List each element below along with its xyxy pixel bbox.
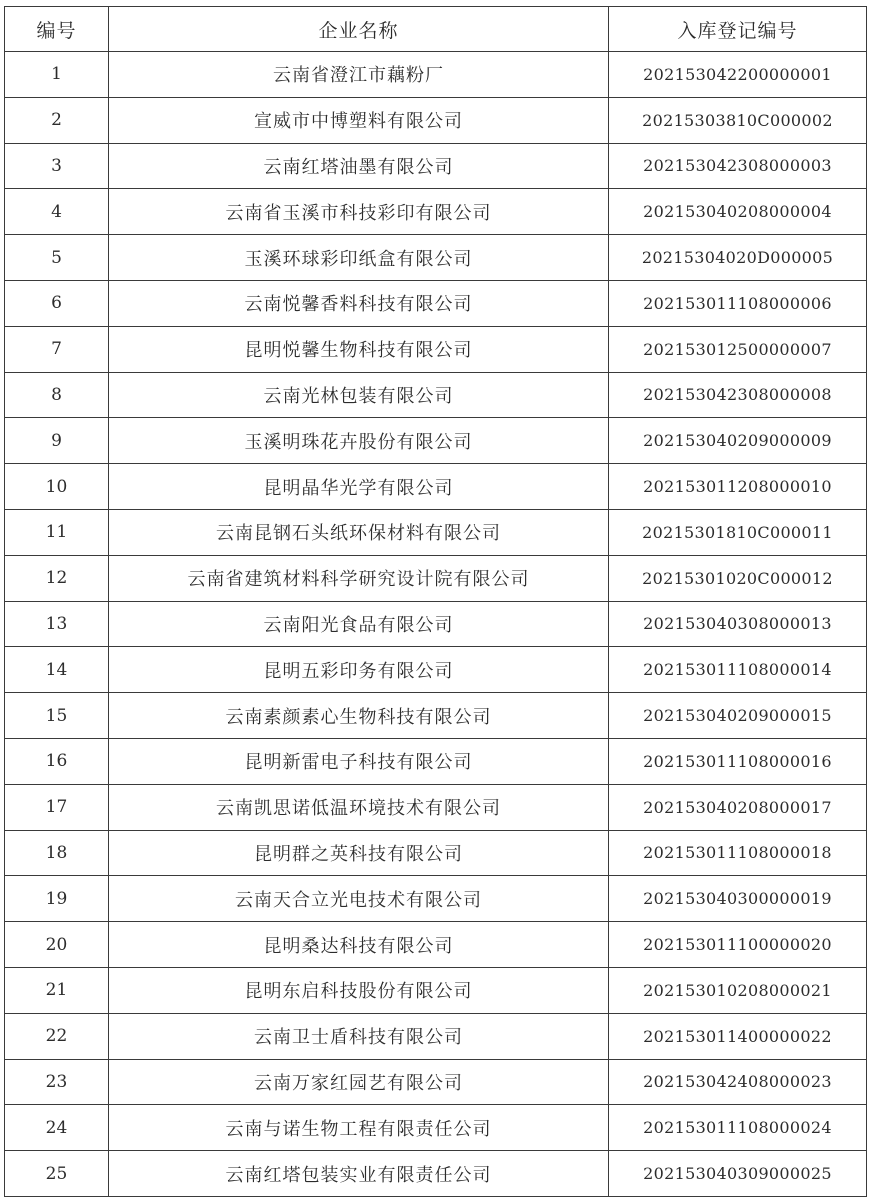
row-number: 10	[5, 464, 109, 510]
registration-number: 202153011400000022	[609, 1013, 867, 1059]
header-row	[5, 7, 867, 52]
registration-number: 202153040208000017	[609, 784, 867, 830]
registration-number: 202153011208000010	[609, 464, 867, 510]
registration-number: 202153040309000025	[609, 1151, 867, 1197]
table-row	[5, 280, 867, 326]
header-registration-number: 入库登记编号	[609, 7, 867, 52]
header-enterprise-name: 企业名称	[109, 7, 609, 52]
row-number: 11	[5, 509, 109, 555]
registration-number: 202153040209000015	[609, 693, 867, 739]
registration-number: 202153042200000001	[609, 52, 867, 98]
registration-number: 20215303810C000002	[609, 97, 867, 143]
table-row	[5, 830, 867, 876]
registration-number: 202153040308000013	[609, 601, 867, 647]
enterprise-name: 云南素颜素心生物科技有限公司	[109, 693, 609, 739]
registry-sheet	[4, 6, 866, 1196]
row-number: 16	[5, 738, 109, 784]
table-row	[5, 967, 867, 1013]
table-row	[5, 189, 867, 235]
enterprise-name: 昆明新雷电子科技有限公司	[109, 738, 609, 784]
enterprise-name: 云南昆钢石头纸环保材料有限公司	[109, 509, 609, 555]
enterprise-name: 云南阳光食品有限公司	[109, 601, 609, 647]
row-number: 15	[5, 693, 109, 739]
enterprise-name: 昆明晶华光学有限公司	[109, 464, 609, 510]
table-row	[5, 372, 867, 418]
registration-number: 202153042308000003	[609, 143, 867, 189]
row-number: 4	[5, 189, 109, 235]
row-number: 8	[5, 372, 109, 418]
table-row	[5, 738, 867, 784]
row-number: 5	[5, 235, 109, 281]
registration-number: 20215301020C000012	[609, 555, 867, 601]
table-row	[5, 601, 867, 647]
registration-number: 202153040208000004	[609, 189, 867, 235]
header-number: 编号	[5, 7, 109, 52]
enterprise-name: 昆明桑达科技有限公司	[109, 922, 609, 968]
table-row	[5, 509, 867, 555]
row-number: 7	[5, 326, 109, 372]
enterprise-registry-table	[4, 6, 867, 1197]
row-number: 18	[5, 830, 109, 876]
enterprise-name: 云南卫士盾科技有限公司	[109, 1013, 609, 1059]
table-header	[5, 7, 867, 52]
row-number: 21	[5, 967, 109, 1013]
row-number: 25	[5, 1151, 109, 1197]
enterprise-name: 云南光林包装有限公司	[109, 372, 609, 418]
enterprise-name: 昆明五彩印务有限公司	[109, 647, 609, 693]
row-number: 23	[5, 1059, 109, 1105]
table-row	[5, 1151, 867, 1197]
table-row	[5, 1059, 867, 1105]
registration-number: 202153012500000007	[609, 326, 867, 372]
enterprise-name: 云南与诺生物工程有限责任公司	[109, 1105, 609, 1151]
enterprise-name: 昆明东启科技股份有限公司	[109, 967, 609, 1013]
enterprise-name: 云南天合立光电技术有限公司	[109, 876, 609, 922]
enterprise-name: 昆明群之英科技有限公司	[109, 830, 609, 876]
enterprise-name: 云南凯思诺低温环境技术有限公司	[109, 784, 609, 830]
enterprise-name: 云南省玉溪市科技彩印有限公司	[109, 189, 609, 235]
registration-number: 202153010208000021	[609, 967, 867, 1013]
registration-number: 202153040300000019	[609, 876, 867, 922]
enterprise-name: 云南省澄江市藕粉厂	[109, 52, 609, 98]
registration-number: 202153011108000006	[609, 280, 867, 326]
registration-number: 202153011108000016	[609, 738, 867, 784]
row-number: 3	[5, 143, 109, 189]
enterprise-name: 玉溪明珠花卉股份有限公司	[109, 418, 609, 464]
table-row	[5, 464, 867, 510]
table-row	[5, 693, 867, 739]
enterprise-name: 宣威市中博塑料有限公司	[109, 97, 609, 143]
registration-number: 20215301810C000011	[609, 509, 867, 555]
row-number: 20	[5, 922, 109, 968]
table-row	[5, 1105, 867, 1151]
registration-number: 202153042308000008	[609, 372, 867, 418]
table-row	[5, 143, 867, 189]
table-row	[5, 235, 867, 281]
enterprise-name: 云南省建筑材料科学研究设计院有限公司	[109, 555, 609, 601]
table-row	[5, 97, 867, 143]
row-number: 1	[5, 52, 109, 98]
registration-number: 202153040209000009	[609, 418, 867, 464]
row-number: 9	[5, 418, 109, 464]
row-number: 13	[5, 601, 109, 647]
enterprise-name: 玉溪环球彩印纸盒有限公司	[109, 235, 609, 281]
enterprise-name: 云南红塔包装实业有限责任公司	[109, 1151, 609, 1197]
table-row	[5, 784, 867, 830]
registration-number: 202153011108000014	[609, 647, 867, 693]
table-body	[5, 52, 867, 1197]
enterprise-name: 昆明悦馨生物科技有限公司	[109, 326, 609, 372]
table-row	[5, 876, 867, 922]
registration-number: 202153011100000020	[609, 922, 867, 968]
row-number: 24	[5, 1105, 109, 1151]
table-row	[5, 1013, 867, 1059]
registration-number: 202153011108000018	[609, 830, 867, 876]
row-number: 19	[5, 876, 109, 922]
table-row	[5, 52, 867, 98]
row-number: 12	[5, 555, 109, 601]
table-row	[5, 418, 867, 464]
registration-number: 20215304020D000005	[609, 235, 867, 281]
enterprise-name: 云南悦馨香料科技有限公司	[109, 280, 609, 326]
row-number: 22	[5, 1013, 109, 1059]
registration-number: 202153042408000023	[609, 1059, 867, 1105]
registration-number: 202153011108000024	[609, 1105, 867, 1151]
table-row	[5, 922, 867, 968]
row-number: 2	[5, 97, 109, 143]
table-row	[5, 555, 867, 601]
row-number: 6	[5, 280, 109, 326]
row-number: 14	[5, 647, 109, 693]
row-number: 17	[5, 784, 109, 830]
table-row	[5, 647, 867, 693]
enterprise-name: 云南红塔油墨有限公司	[109, 143, 609, 189]
enterprise-name: 云南万家红园艺有限公司	[109, 1059, 609, 1105]
table-row	[5, 326, 867, 372]
